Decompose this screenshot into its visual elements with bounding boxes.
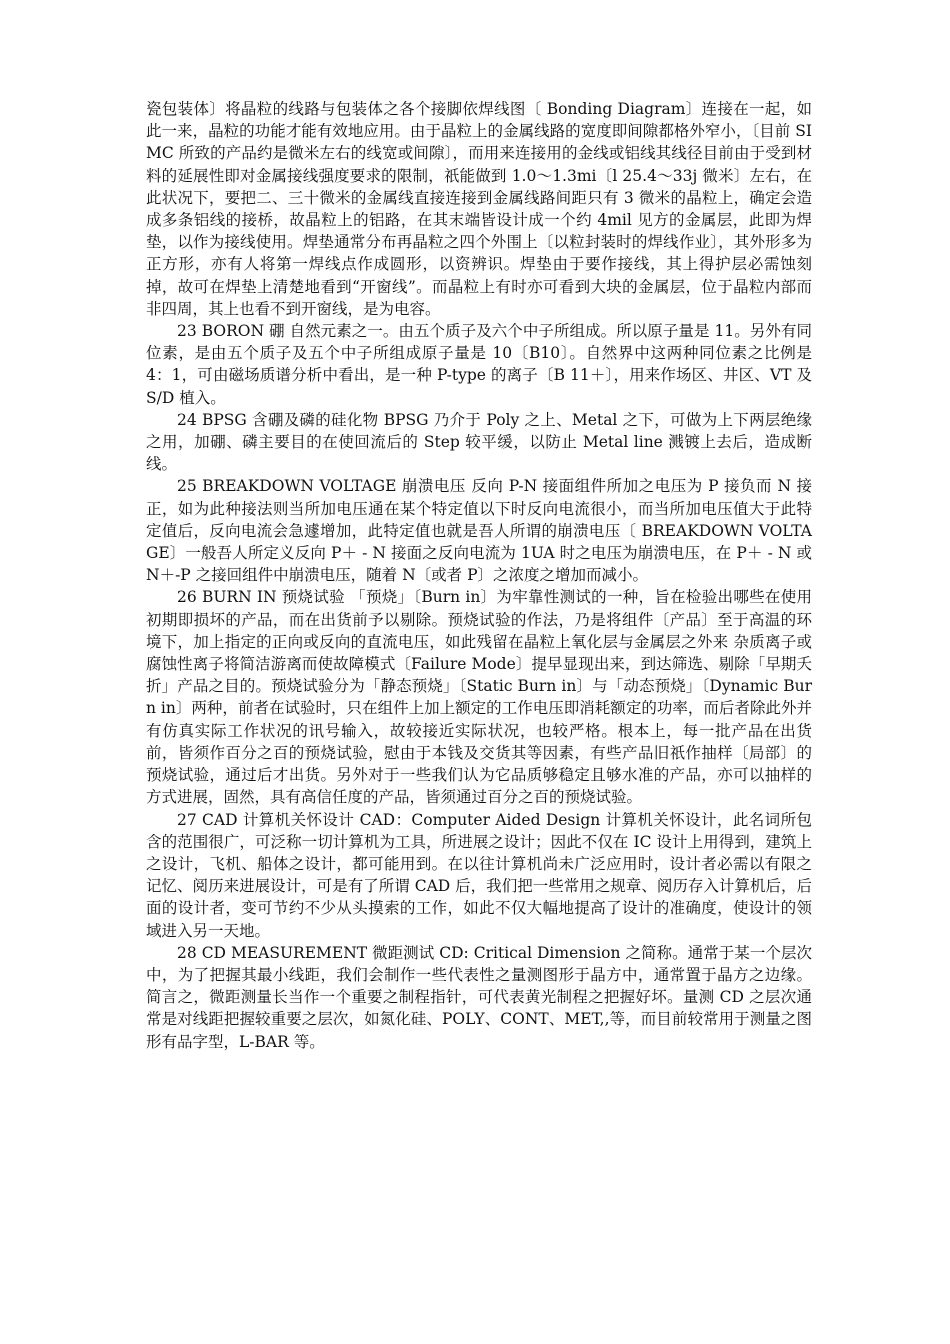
document-page [146,98,812,1053]
paragraph-23-boron: 23 BORON 硼 自然元素之一。由五个质子及六个中子所组成。所以原子量是 11。另外有同位素，是由五个质子及五个中子所组成原子量是 10〔B10〕。自然界中这两种同位素之比例是 4：1，可由磁场质谱分析中看出，是一种 P-type 的离子〔B 11＋〕，用来作场区、井区、VT 及 S/D 植入。 [146,322,812,407]
paragraph-28-cd-measurement: 28 CD MEASUREMENT 微距测试 CD: Critical Dimension 之简称。通常于某一个层次中，为了把握其最小线距，我们会制作一些代表性之量测图形于晶方中，通常置于晶方之边缘。简言之，微距测量长当作一个重要之制程指针，可代表黄光制程之把握好坏。量测 CD 之层次通常是对线距把握较重要之层次，如氮化硅、POLY、CONT、MET,,等，而目前较常用于测量之图形有品字型，L-BAR 等。 [146,943,812,1051]
paragraph-25-breakdown-voltage: 25 BREAKDOWN VOLTAGE 崩溃电压 反向 P-N 接面组件所加之电压为 P 接负而 N 接正，如为此种接法则当所加电压通在某个特定值以下时反向电流很小，而当所加电压值大于此特定值后，反向电流会急遽增加，此特定值也就是吾人所谓的崩溃电压〔 BREAKDOWN VOLTAGE〕一般吾人所定义反向 P＋ - N 接面之反向电流为 1UA 时之电压为崩溃电压，在 P＋ - N 或 N＋-P 之接回组件中崩溃电压，随着 N〔或者 P〕之浓度之增加而减小。 [146,477,812,585]
paragraph-bonding-continuation: 瓷包装体〕将晶粒的线路与包装体之各个接脚依焊线图〔 Bonding Diagram〕连接在一起，如此一来，晶粒的功能才能有效地应用。由于晶粒上的金属线路的宽度即间隙都格外窄小，〔目前 SIMC 所致的产品约是微米左右的线宽或间隙〕，而用来连接用的金线或铝线其线径目前由于受到材料的延展性即对金属接线强度要求的限制，祇能做到 1.0～1.3mi〔l 25.4～33j 微米〕左右，在此状况下，要把二、三十微米的金属线直接连接到金属线路间距只有 3 微米的晶粒上，确定会造成多条铝线的接桥，故晶粒上的铝路，在其末端皆设计成一个约 4mil 见方的金属层，此即为焊垫，以作为接线使用。焊垫通常分布再晶粒之四个外围上〔以粒封装时的焊线作业〕，其外形多为正方形，亦有人将第一焊线点作成圆形，以资辨识。焊垫由于要作接线，其上得护层必需蚀刻掉，故可在焊垫上清楚地看到“开窗线”。而晶粒上有时亦可看到大块的金属层，位于晶粒内部而非四周，其上也看不到开窗线，是为电容。 [146,100,812,318]
paragraph-24-bpsg: 24 BPSG 含硼及磷的硅化物 BPSG 乃介于 Poly 之上、Metal 之下，可做为上下两层绝缘之用，加硼、磷主要目的在使回流后的 Step 较平缓，以防止 Metal line 溅镀上去后，造成断线。 [146,410,812,474]
paragraph-27-cad: 27 CAD 计算机关怀设计 CAD：Computer Aided Design 计算机关怀设计，此名词所包含的范围很广，可泛称一切计算机为工具，所进展之设计；因此不仅在 IC 设计上用得到，建筑上之设计，飞机、船体之设计，都可能用到。在以往计算机尚未广泛应用时，设计者必需以有限之记忆、阅历来进展设计，可是有了所谓 CAD 后，我们把一些常用之规章、阅历存入计算机后，后面的设计者，变可节约不少从头摸索的工作，如此不仅大幅地提高了设计的准确度，使设计的领域进入另一天地。 [146,810,812,940]
paragraph-26-burn-in: 26 BURN IN 预烧试验 「预烧」〔Burn in〕为牢靠性测试的一种，旨在检验出哪些在使用初期即损坏的产品，而在出货前予以剔除。预烧试验的作法，乃是将组件〔产品〕至于高温的环境下，加上指定的正向或反向的直流电压，如此残留在晶粒上氧化层与金属层之外来 杂质离子或腐蚀性离子将简洁游离而使故障模式〔Failure Mode〕提早显现出来，到达筛选、剔除「早期夭折」产品之目的。预烧试验分为「静态预烧」〔Static Burn in〕与「动态预烧」〔Dynamic Burn in〕两种，前者在试验时，只在组件上加上额定的工作电压即消耗额定的功率，而后者除此外并有仿真实际工作状况的讯号输入，故较接近实际状况，也较严格。根本上，每一批产品在出货前，皆须作百分之百的预烧试验，慰由于本钱及交货其等因素，有些产品旧祇作抽样〔局部〕的预烧试验，通过后才出货。另外对于一些我们认为它品质够稳定且够水准的产品，亦可以抽样的方式进展，固然，具有高信任度的产品，皆须通过百分之百的预烧试验。 [146,588,812,807]
